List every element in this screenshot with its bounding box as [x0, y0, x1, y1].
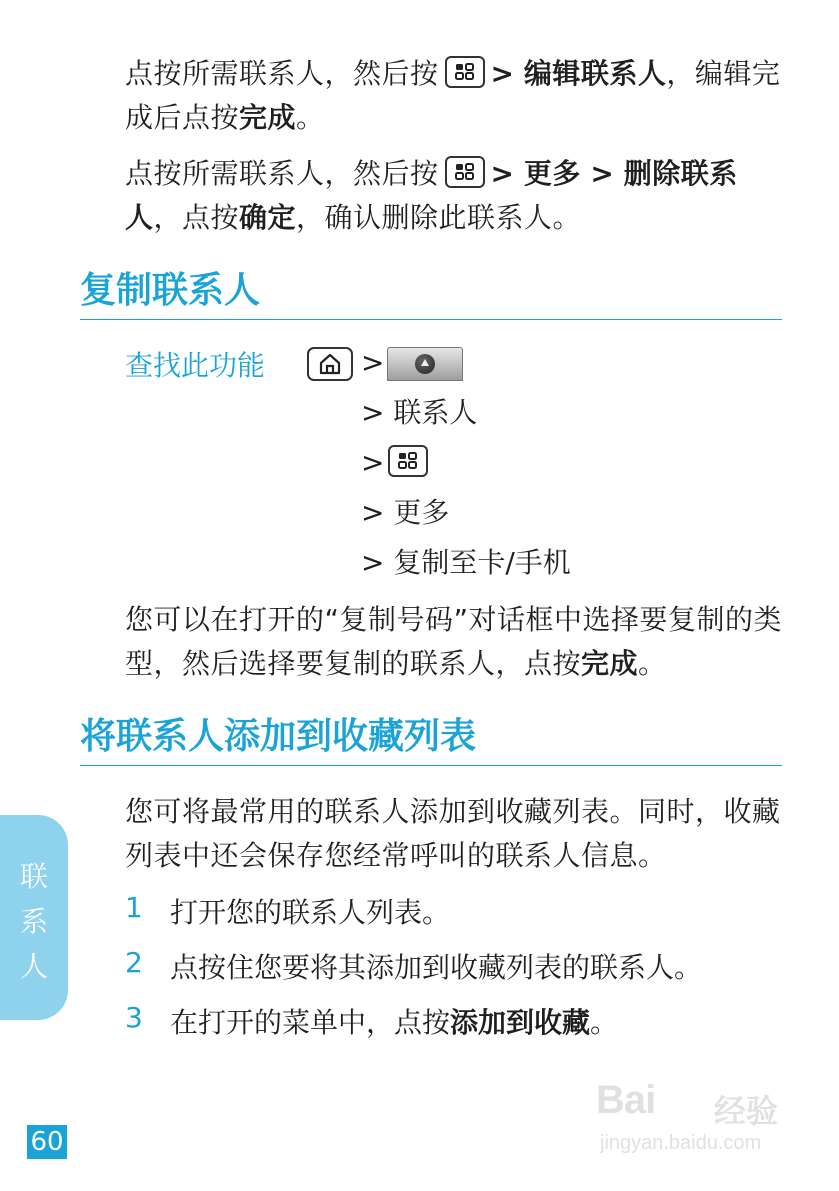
step-menu: >	[361, 443, 434, 483]
chapter-tab-char: 系	[19, 905, 48, 938]
watermark-logo: Bai	[596, 1078, 656, 1122]
chapter-tab-char: 人	[19, 950, 48, 983]
list-item-text: 点按住您要将其添加到收藏列表的联系人。	[170, 951, 703, 984]
favorites-intro: 您可将最常用的联系人添加到收藏列表。同时，收藏列表中还会保存您经常呼叫的联系人信息。	[125, 795, 781, 872]
menu-key-icon	[445, 156, 485, 188]
chapter-tab-char: 联	[19, 860, 48, 893]
app-launcher-icon	[387, 347, 463, 381]
menu-key-icon	[388, 445, 428, 477]
list-item-text: 在打开的菜单中，点按添加到收藏。	[170, 1006, 619, 1039]
chapter-side-tab	[0, 815, 68, 1020]
menu-key-icon	[445, 56, 485, 88]
watermark-url: jingyan.baidu.com	[600, 1132, 762, 1154]
step-contacts: > 联系人	[361, 396, 478, 429]
list-item-text: 打开您的联系人列表。	[170, 896, 451, 929]
baidu-watermark	[596, 1070, 806, 1165]
find-feature-label: 查找此功能	[125, 349, 266, 382]
list-item-number: 1	[125, 891, 143, 924]
section-heading-add-favorites: 将联系人添加到收藏列表	[80, 708, 782, 766]
home-key-icon	[307, 347, 353, 381]
instruction-delete-contact: 点按所需联系人，然后按 > 更多 > 删除联系人，点按确定，确认删除此联系人。	[125, 157, 738, 234]
step-arrow: >	[361, 346, 385, 379]
copy-dialog-note: 您可以在打开的“复制号码”对话框中选择要复制的类型，然后选择要复制的联系人，点按完成。	[125, 603, 783, 680]
watermark-logo-cn: 经验	[714, 1092, 779, 1130]
step-more: > 更多	[361, 496, 450, 529]
section-heading-copy-contacts: 复制联系人	[80, 262, 782, 320]
list-item-number: 3	[125, 1001, 143, 1034]
instruction-edit-contact: 点按所需联系人，然后按 > 编辑联系人，编辑完成后点按完成。	[125, 57, 781, 134]
page-number: 60	[27, 1125, 67, 1159]
step-copy-to-card: > 复制至卡/手机	[361, 546, 571, 579]
list-item-number: 2	[125, 946, 143, 979]
